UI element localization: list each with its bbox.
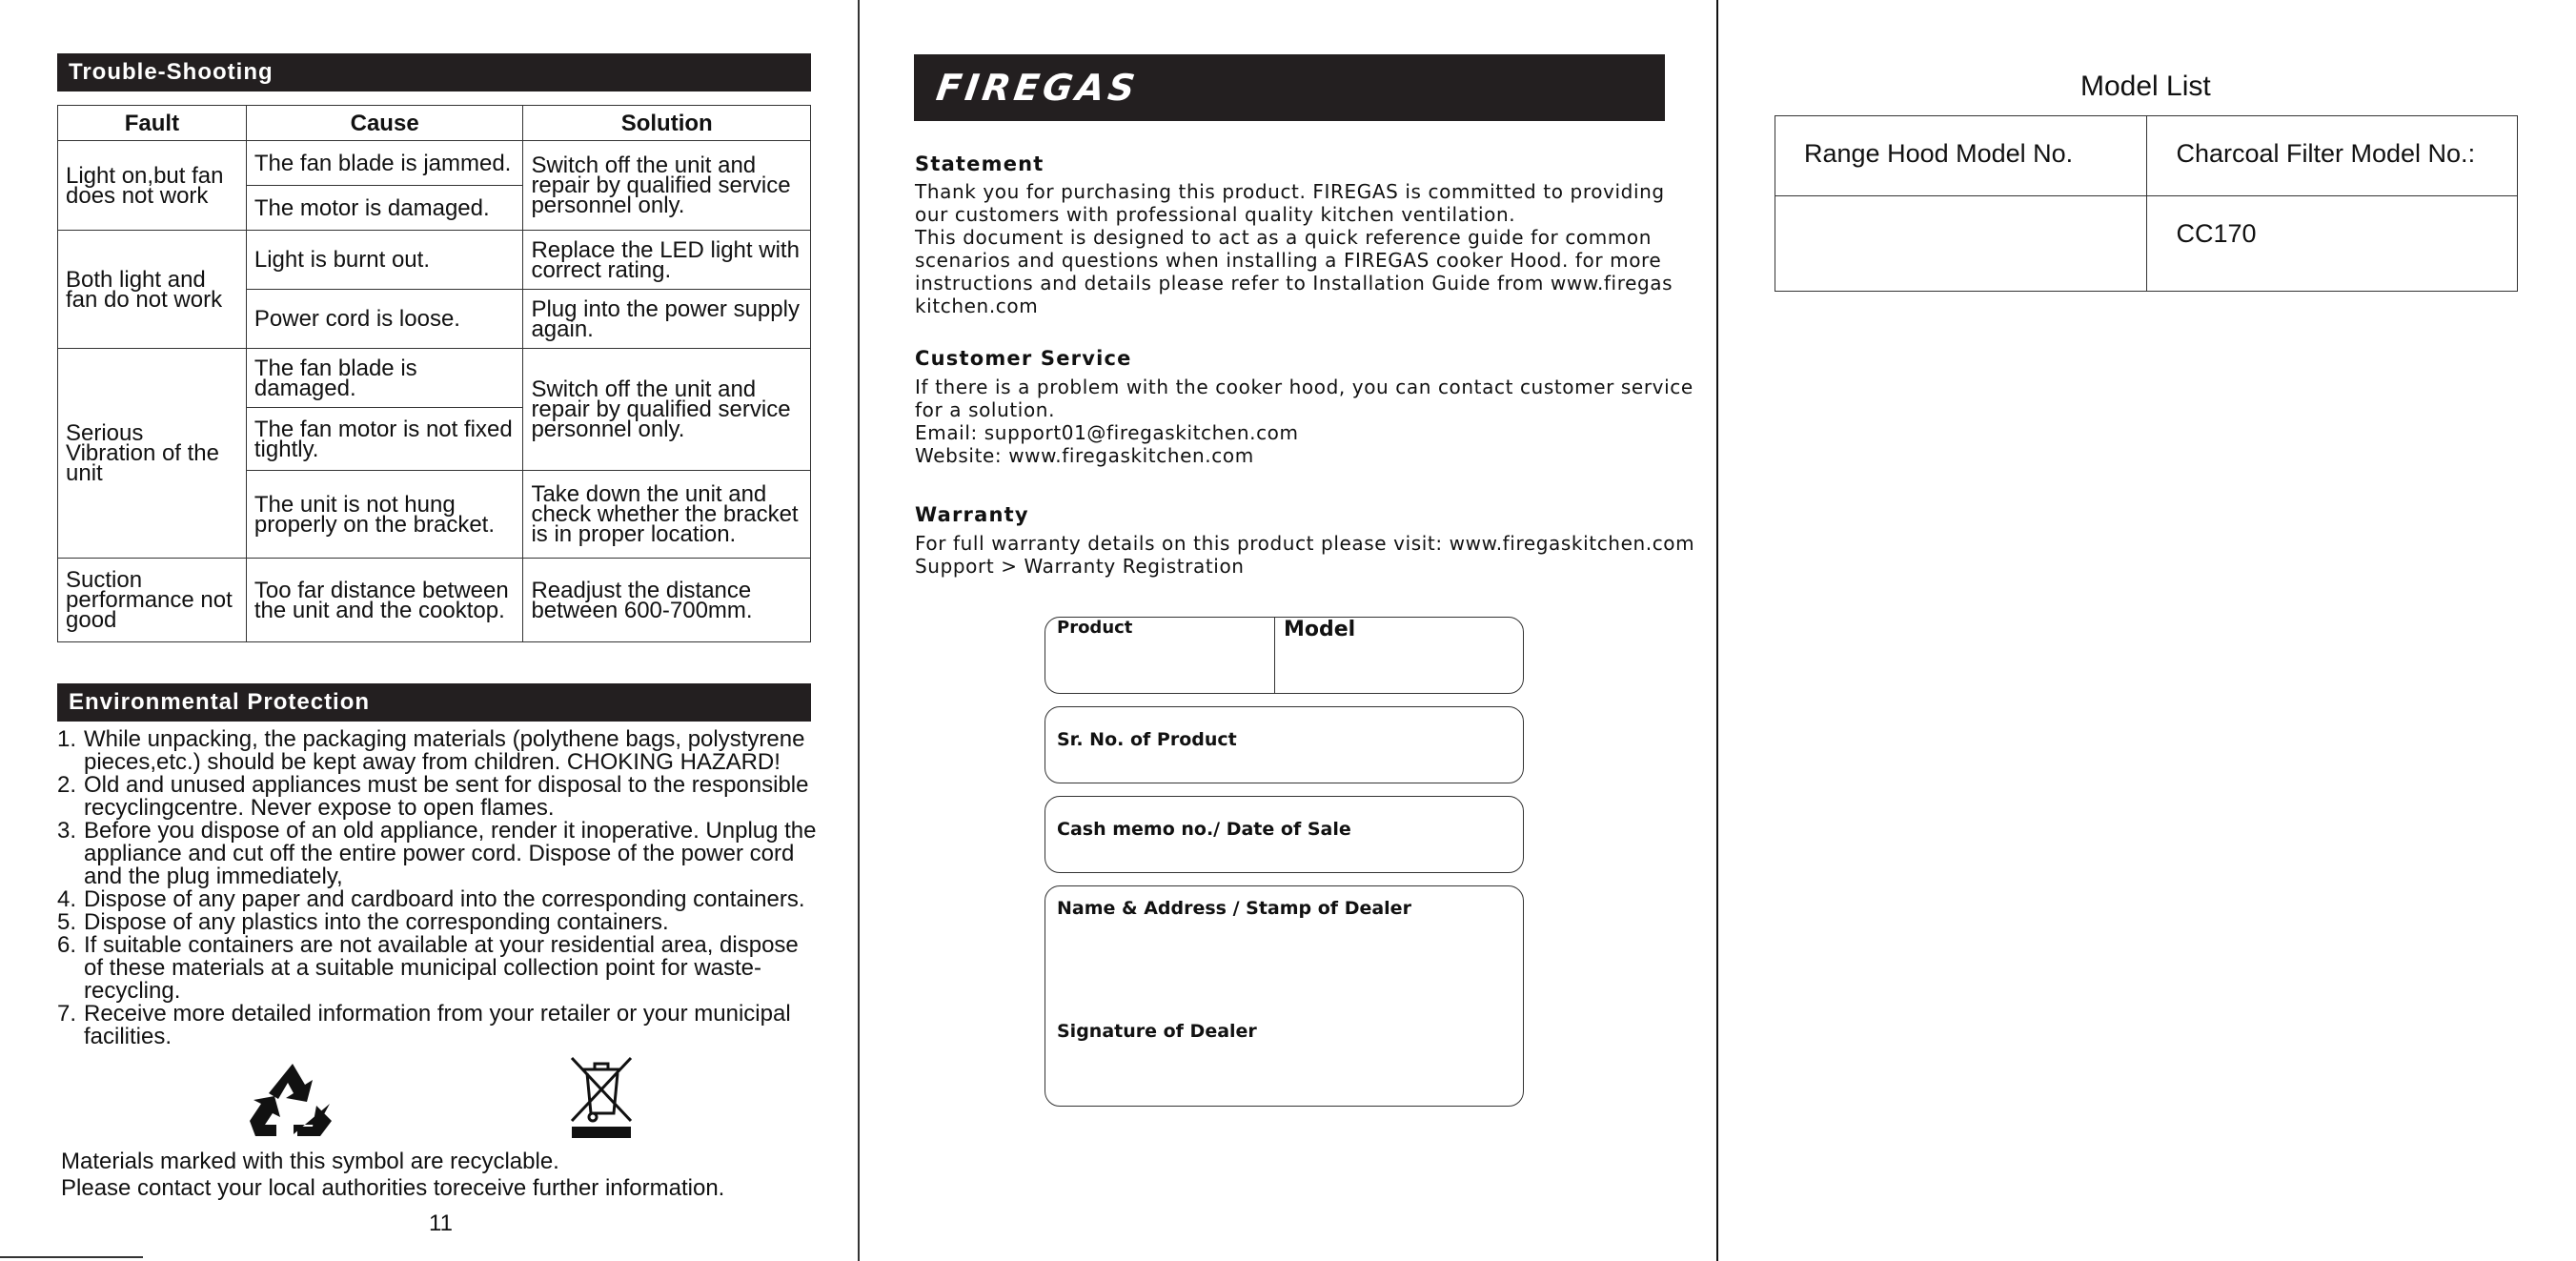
model-list-title: Model List bbox=[2080, 71, 2211, 102]
list-item: 1. While unpacking, the packaging materials (polythene bags, polystyrene pieces,etc.) should be kept away from children. CHOKING HAZARD! bbox=[57, 726, 805, 775]
troubleshooting-table bbox=[57, 105, 811, 642]
recycle-note-line1: Materials marked with this symbol are recyclable. bbox=[61, 1149, 559, 1174]
model-label: Model bbox=[1284, 618, 1356, 641]
dealer-label: Name & Address / Stamp of Dealer bbox=[1057, 898, 1411, 919]
serial-number-box bbox=[1045, 706, 1524, 783]
solution-header: Solution bbox=[523, 106, 811, 141]
troubleshooting-title-bar bbox=[57, 53, 811, 92]
cash-memo-label: Cash memo no./ Date of Sale bbox=[1057, 819, 1351, 840]
list-item: 3. Before you dispose of an old appliance, render it inoperative. Unplug the appliance and cut off the entire power cord. Dispose of the power cord and the plug immediately, bbox=[57, 818, 817, 889]
table-row bbox=[58, 141, 811, 186]
cause-cell: Power cord is loose. bbox=[246, 290, 523, 349]
environmental-list bbox=[57, 728, 820, 1048]
left-page bbox=[0, 0, 858, 1261]
solution-cell: Readjust the distance between 600-700mm. bbox=[523, 559, 811, 642]
fault-cell: Serious Vibration of the unit bbox=[58, 349, 247, 559]
product-model-box bbox=[1045, 617, 1524, 694]
signature-label: Signature of Dealer bbox=[1057, 1021, 1257, 1042]
model-list-table bbox=[1775, 115, 2518, 292]
list-item: 6. If suitable containers are not available at your residential area, dispose of these materials at a suitable municipal collection point for waste-recycling. bbox=[57, 932, 799, 1004]
recycle-icon bbox=[250, 1060, 335, 1138]
model-list-header-row bbox=[1775, 116, 2518, 196]
table-row bbox=[58, 231, 811, 290]
cause-cell: The unit is not hung properly on the bracket. bbox=[246, 471, 523, 559]
statement-heading: Statement bbox=[915, 153, 1045, 175]
list-item: 7. Receive more detailed information from your retailer or your municipal facilities. bbox=[57, 1001, 791, 1049]
solution-cell: Switch off the unit and repair by qualified service personnel only. bbox=[523, 349, 811, 471]
list-item: 2. Old and unused appliances must be sent for disposal to the responsible recyclingcentre. Never expose to open flames. bbox=[57, 772, 809, 821]
page-number: 11 bbox=[429, 1210, 453, 1236]
warranty-body: For full warranty details on this product please visit: www.firegaskitchen.com Support > Warranty Registration bbox=[915, 532, 1695, 578]
middle-page bbox=[858, 0, 1716, 1261]
cause-cell: Too far distance between the unit and the cooktop. bbox=[246, 559, 523, 642]
customer-service-heading: Customer Service bbox=[915, 347, 1132, 370]
table-row bbox=[58, 349, 811, 408]
environmental-title-bar bbox=[57, 683, 811, 722]
statement-body: Thank you for purchasing this product. FIREGAS is committed to providing our customers with professional quality kitchen ventilation. This document is designed to act as a quick reference guide for common scenarios and questions when installing a FIREGAS cooker Hood. for more instructions and details please refer to Installation Guide from www.firegas kitchen.com bbox=[915, 180, 1673, 317]
cash-memo-box bbox=[1045, 796, 1524, 873]
cause-header: Cause bbox=[246, 106, 523, 141]
fault-cell: Suction performance not good bbox=[58, 559, 247, 642]
table-row bbox=[1775, 196, 2518, 292]
crossed-out-bin-icon bbox=[568, 1052, 635, 1140]
solution-cell: Plug into the power supply again. bbox=[523, 290, 811, 349]
fault-cell: Light on,but fan does not work bbox=[58, 141, 247, 231]
warranty-heading: Warranty bbox=[915, 503, 1029, 526]
cause-cell: The fan motor is not fixed tightly. bbox=[246, 408, 523, 471]
solution-cell: Replace the LED light with correct rating. bbox=[523, 231, 811, 290]
cause-cell: The motor is damaged. bbox=[246, 186, 523, 231]
environmental-title: Environmental Protection bbox=[69, 689, 371, 715]
cause-cell: The fan blade is damaged. bbox=[246, 349, 523, 408]
fault-header: Fault bbox=[58, 106, 247, 141]
charcoal-filter-model-header: Charcoal Filter Model No.: bbox=[2147, 116, 2518, 196]
cause-cell: Light is burnt out. bbox=[246, 231, 523, 290]
table-header-row bbox=[58, 106, 811, 141]
range-hood-model-cell bbox=[1775, 196, 2147, 292]
cause-cell: The fan blade is jammed. bbox=[246, 141, 523, 186]
firegas-logo: FIREGAS bbox=[933, 67, 1142, 109]
page-edge-line bbox=[0, 1256, 143, 1258]
solution-cell: Switch off the unit and repair by qualified service personnel only. bbox=[523, 141, 811, 231]
product-model-divider bbox=[1274, 618, 1275, 693]
recycle-note-line2: Please contact your local authorities toreceive further information. bbox=[61, 1175, 725, 1201]
customer-service-body: If there is a problem with the cooker hood, you can contact customer service for a solution. Email: support01@firegaskitchen.com Website: www.firegaskitchen.com bbox=[915, 376, 1694, 467]
fault-cell: Both light and fan do not work bbox=[58, 231, 247, 349]
range-hood-model-header: Range Hood Model No. bbox=[1775, 116, 2147, 196]
list-item: 4. Dispose of any paper and cardboard into the corresponding containers. bbox=[57, 886, 805, 912]
product-label: Product bbox=[1057, 618, 1133, 638]
serial-label: Sr. No. of Product bbox=[1057, 729, 1237, 750]
troubleshooting-title: Trouble-Shooting bbox=[69, 59, 274, 85]
dealer-box bbox=[1045, 885, 1524, 1107]
list-item: 5. Dispose of any plastics into the corresponding containers. bbox=[57, 909, 669, 935]
solution-cell: Take down the unit and check whether the bracket is in proper location. bbox=[523, 471, 811, 559]
brand-banner bbox=[914, 54, 1665, 121]
table-row bbox=[58, 559, 811, 642]
charcoal-filter-model-cell: CC170 bbox=[2147, 196, 2518, 292]
